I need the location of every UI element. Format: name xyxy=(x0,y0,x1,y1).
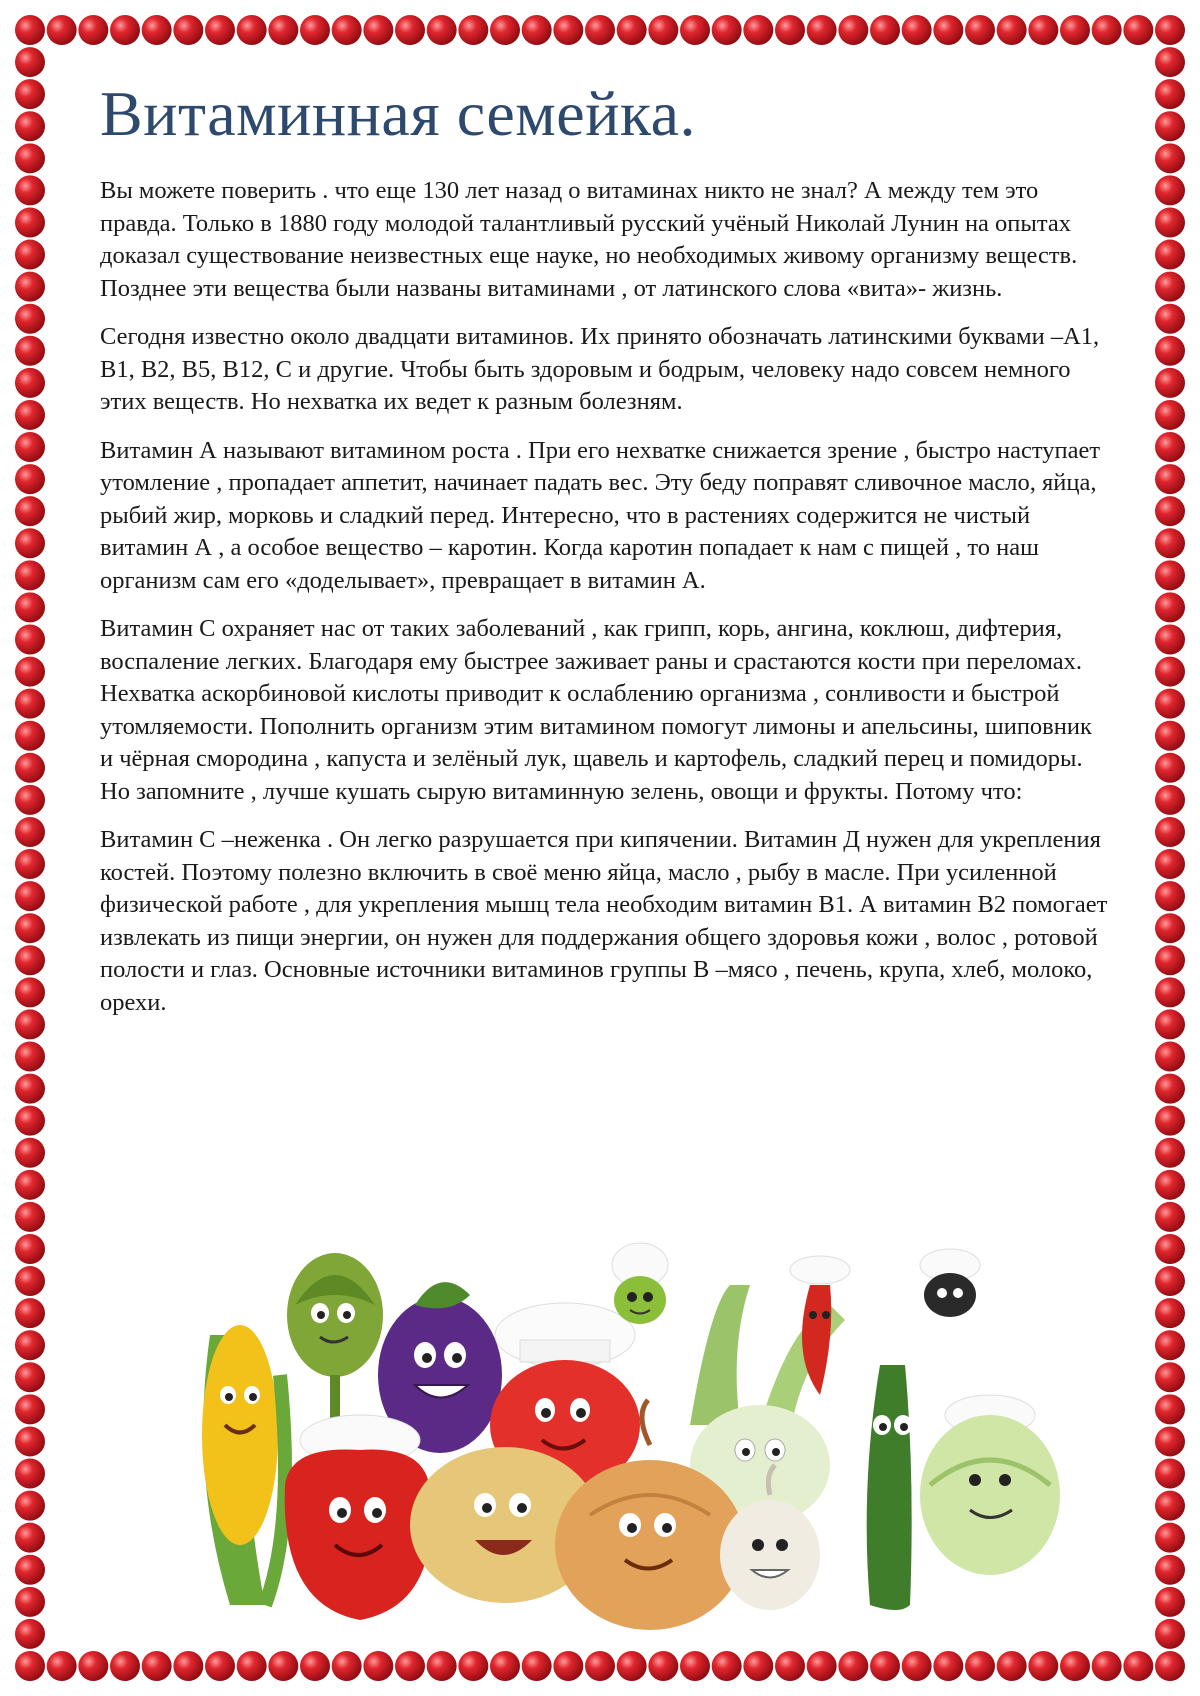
bead xyxy=(15,1266,45,1296)
bead xyxy=(332,15,362,45)
bead xyxy=(15,496,45,526)
bead xyxy=(15,175,45,205)
bead xyxy=(1155,464,1185,494)
bead xyxy=(15,560,45,590)
bead xyxy=(743,1651,773,1681)
bead xyxy=(1123,15,1153,45)
bead xyxy=(1155,1362,1185,1392)
zucchini-icon xyxy=(867,1365,912,1610)
bead xyxy=(332,1651,362,1681)
bead xyxy=(363,1651,393,1681)
bead xyxy=(1155,849,1185,879)
bead xyxy=(1155,79,1185,109)
bead xyxy=(902,15,932,45)
bead xyxy=(1155,432,1185,462)
cabbage-icon xyxy=(920,1395,1060,1575)
bead xyxy=(173,15,203,45)
bead xyxy=(1155,336,1185,366)
bead xyxy=(15,15,45,45)
bead xyxy=(300,15,330,45)
bead xyxy=(585,15,615,45)
bead xyxy=(997,1651,1027,1681)
bead xyxy=(1155,1587,1185,1617)
bead xyxy=(458,15,488,45)
bead xyxy=(15,1362,45,1392)
paragraph: Вы можете поверить . что еще 130 лет назад о витаминах никто не знал? А между тем это правда. Только в 1880 году молодой талантливый русский учёный Николай Лунин на опытах доказал существование неизвестных еще науке, но необходимых живому организму веществ. Позднее эти вещества были названы витаминами , от латинского слова «вита»- жизнь. xyxy=(100,177,1078,302)
bead xyxy=(15,1106,45,1136)
bead xyxy=(237,15,267,45)
bead xyxy=(1155,1426,1185,1456)
bead xyxy=(15,240,45,270)
bead xyxy=(458,1651,488,1681)
bead xyxy=(1123,1651,1153,1681)
bead xyxy=(1155,1298,1185,1328)
bead xyxy=(1155,1042,1185,1072)
bead xyxy=(1155,1555,1185,1585)
bead xyxy=(1155,175,1185,205)
bead xyxy=(712,15,742,45)
bead xyxy=(997,15,1027,45)
bead xyxy=(142,1651,172,1681)
bead xyxy=(933,1651,963,1681)
bead xyxy=(15,1426,45,1456)
bead xyxy=(680,15,710,45)
bead xyxy=(15,689,45,719)
bead xyxy=(1155,1138,1185,1168)
bead xyxy=(553,1651,583,1681)
bead xyxy=(1092,15,1122,45)
bead xyxy=(807,15,837,45)
bead xyxy=(15,1074,45,1104)
bead xyxy=(743,15,773,45)
bead xyxy=(838,1651,868,1681)
bead xyxy=(15,207,45,237)
bead xyxy=(15,1234,45,1264)
bead xyxy=(617,15,647,45)
paragraph: Сегодня известно около двадцати витаминов. Их принято обозначать латинскими буквами –А1, В1, В2, В5, В12, С и другие. Чтобы быть здоровым и бодрым, человеку надо совсем немного этих веществ. Но нехватка их ведет к разным болезням. xyxy=(100,323,1100,415)
bead xyxy=(1155,111,1185,141)
bead xyxy=(205,15,235,45)
bead xyxy=(1155,304,1185,334)
bead xyxy=(585,1651,615,1681)
bead xyxy=(427,1651,457,1681)
bead xyxy=(15,881,45,911)
bead xyxy=(1155,1009,1185,1039)
bead xyxy=(522,1651,552,1681)
bead xyxy=(617,1651,647,1681)
bead xyxy=(1155,272,1185,302)
bead xyxy=(1155,1202,1185,1232)
bead xyxy=(427,15,457,45)
bead xyxy=(1155,817,1185,847)
bead xyxy=(870,15,900,45)
bead xyxy=(1060,15,1090,45)
bead xyxy=(15,464,45,494)
bead xyxy=(15,111,45,141)
bead xyxy=(15,1009,45,1039)
bead xyxy=(1155,240,1185,270)
bead xyxy=(1155,47,1185,77)
bead xyxy=(15,79,45,109)
corn-icon xyxy=(202,1325,285,1605)
bead xyxy=(1155,1459,1185,1489)
bead xyxy=(1155,913,1185,943)
bead xyxy=(15,336,45,366)
bead xyxy=(1155,400,1185,430)
bead xyxy=(395,1651,425,1681)
bead xyxy=(1155,1170,1185,1200)
bead xyxy=(1155,143,1185,173)
bead xyxy=(15,1555,45,1585)
bead xyxy=(712,1651,742,1681)
bead xyxy=(1155,207,1185,237)
bead xyxy=(237,1651,267,1681)
bead xyxy=(1028,15,1058,45)
bead xyxy=(1155,881,1185,911)
bead xyxy=(1155,785,1185,815)
bead xyxy=(1155,560,1185,590)
bead xyxy=(15,143,45,173)
bead xyxy=(15,1170,45,1200)
bead xyxy=(1155,1074,1185,1104)
bead xyxy=(15,657,45,687)
bead xyxy=(1092,1651,1122,1681)
bead xyxy=(268,15,298,45)
bead xyxy=(870,1651,900,1681)
vegetables-illustration xyxy=(170,1225,1150,1645)
bead xyxy=(1155,1266,1185,1296)
bead xyxy=(1155,1330,1185,1360)
bead xyxy=(15,1298,45,1328)
bead xyxy=(490,1651,520,1681)
bead xyxy=(1155,1619,1185,1649)
bead xyxy=(15,1523,45,1553)
bead xyxy=(110,1651,140,1681)
bead xyxy=(1155,15,1185,45)
bead xyxy=(648,1651,678,1681)
bead xyxy=(15,47,45,77)
bead xyxy=(775,15,805,45)
bead xyxy=(110,15,140,45)
bead xyxy=(142,15,172,45)
bead xyxy=(933,15,963,45)
chef-hat-icon xyxy=(495,1303,635,1367)
bead xyxy=(300,1651,330,1681)
page-title: Витаминная семейка. xyxy=(100,78,696,149)
bead xyxy=(47,1651,77,1681)
paragraph: Витамин С охраняет нас от таких заболеваний , как грипп, корь, ангина, коклюш, дифтерия, воспаление легких. Благодаря ему быстрее заживает раны и срастаются кости при переломах. Нехватка аскорбиновой кислоты приводит к ослаблению организма , сонливости и быстрой утомляемости. Пополнить организм этим витамином помогут лимоны и апельсины, шиповник и чёрная смородина , капуста и зелёный лук, щавель и картофель, сладкий перец и помидоры. Но запомните , лучше кушать сырую витаминную зелень, овощи и фрукты. Потому что: xyxy=(100,615,1092,805)
paragraph: Витамин А называют витамином роста . При его нехватке снижается зрение , быстро наступает утомление , пропадает аппетит, начинает падать вес. Эту беду поправят сливочное масло, яйца, рыбий жир, морковь и сладкий перед. Интересно, что в растениях содержится не чистый витамин А , а особое вещество – каротин. Когда каротин попадает к нам с пищей , то наш организм сам его «доделывает», превращает в витамин А. xyxy=(100,436,1101,594)
bead xyxy=(15,272,45,302)
bead xyxy=(15,977,45,1007)
bead xyxy=(775,1651,805,1681)
bead xyxy=(15,753,45,783)
bead xyxy=(78,15,108,45)
bead xyxy=(15,1651,45,1681)
bead xyxy=(553,15,583,45)
bead xyxy=(15,304,45,334)
black-olive-icon xyxy=(920,1249,980,1317)
bead xyxy=(15,1587,45,1617)
bead xyxy=(15,913,45,943)
bead xyxy=(1155,1523,1185,1553)
bead xyxy=(1155,1651,1185,1681)
bead xyxy=(1155,1394,1185,1424)
bead xyxy=(15,528,45,558)
bead xyxy=(965,15,995,45)
bead xyxy=(15,785,45,815)
bead xyxy=(15,400,45,430)
bead xyxy=(680,1651,710,1681)
bead xyxy=(15,1202,45,1232)
bead xyxy=(205,1651,235,1681)
bead xyxy=(1155,753,1185,783)
bead xyxy=(1155,1234,1185,1264)
bead xyxy=(15,432,45,462)
bead xyxy=(648,15,678,45)
bead xyxy=(838,15,868,45)
bead xyxy=(15,721,45,751)
article-body xyxy=(100,175,1110,1035)
bead xyxy=(1155,657,1185,687)
bead xyxy=(173,1651,203,1681)
bead xyxy=(78,1651,108,1681)
bead xyxy=(15,1394,45,1424)
bead xyxy=(268,1651,298,1681)
bead xyxy=(490,15,520,45)
bead xyxy=(965,1651,995,1681)
bead xyxy=(1155,945,1185,975)
bead xyxy=(15,1459,45,1489)
bead xyxy=(15,945,45,975)
bead xyxy=(1155,977,1185,1007)
bead xyxy=(15,1491,45,1521)
bead xyxy=(1155,592,1185,622)
bead xyxy=(1155,528,1185,558)
bead xyxy=(395,15,425,45)
bead xyxy=(15,368,45,398)
bead xyxy=(15,624,45,654)
bead xyxy=(15,1330,45,1360)
bead xyxy=(807,1651,837,1681)
bead xyxy=(1155,1491,1185,1521)
bead xyxy=(1155,624,1185,654)
bead xyxy=(15,849,45,879)
bead xyxy=(1060,1651,1090,1681)
bead xyxy=(902,1651,932,1681)
bead xyxy=(47,15,77,45)
pepper-icon xyxy=(285,1415,431,1620)
bead xyxy=(15,817,45,847)
bead xyxy=(15,592,45,622)
bead xyxy=(15,1042,45,1072)
bead xyxy=(1028,1651,1058,1681)
olive-icon xyxy=(612,1243,668,1324)
bead xyxy=(1155,496,1185,526)
bead xyxy=(15,1619,45,1649)
bead xyxy=(1155,721,1185,751)
bead xyxy=(1155,368,1185,398)
bead xyxy=(15,1138,45,1168)
paragraph: Витамин С –неженка . Он легко разрушается при кипячении. Витамин Д нужен для укрепления костей. Поэтому полезно включить в своё меню яйца, масло , рыбу в масле. При усиленной физической работе , для укрепления мышц тела необходим витамин В1. А витамин В2 помогает извлекать из пищи энергии, он нужен для поддержания общего здоровья кожи , волос , ротовой полости и глаз. Основные источники витаминов группы В –мясо , печень, крупа, хлеб, молоко, орехи. xyxy=(100,826,1108,1016)
bead xyxy=(1155,689,1185,719)
bead xyxy=(363,15,393,45)
bead xyxy=(522,15,552,45)
bead xyxy=(1155,1106,1185,1136)
